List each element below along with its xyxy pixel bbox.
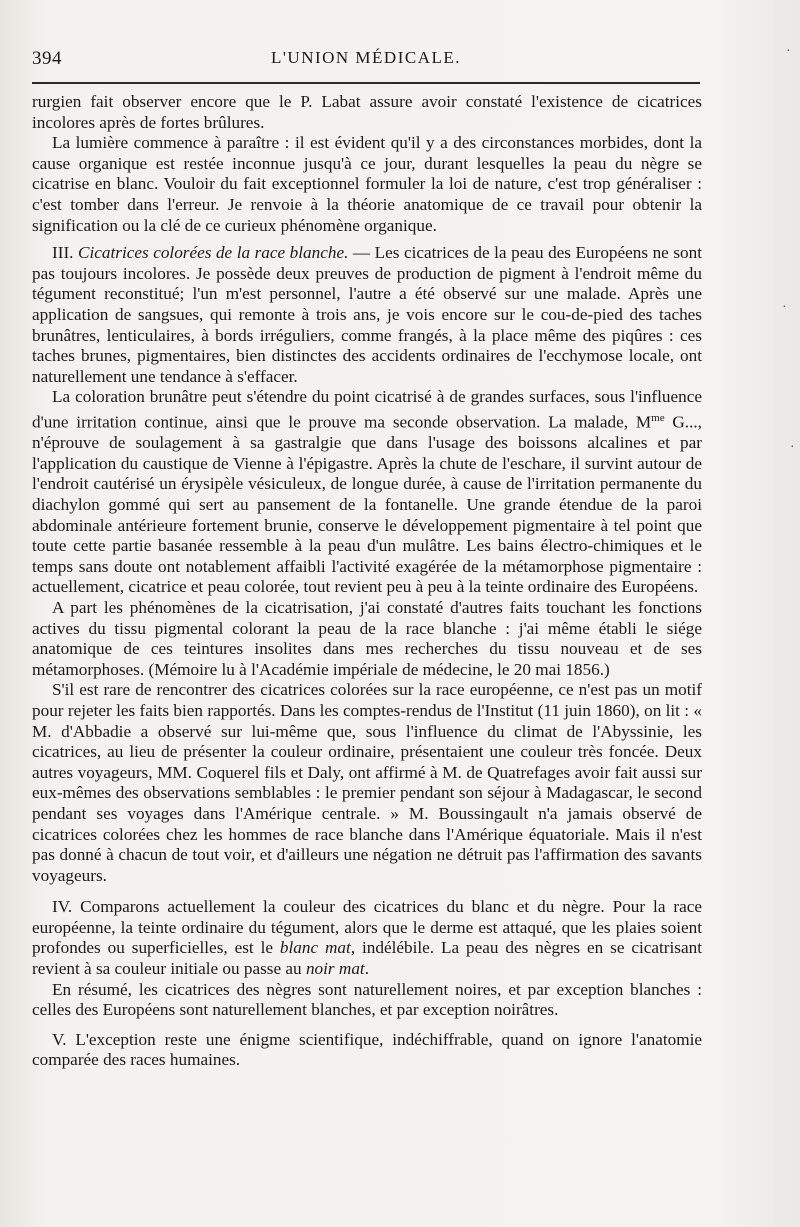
paragraph-text: S'il est rare de rencontrer des cicatrices colorées sur la race européenne, ce n'est pas un motif pour rejeter les faits bien rapportés. Dans les comptes-rendus de l'Institut (11 juin 1860), on lit : « M. d'Abbadie a observé sur lui-même que, sous l'influence du climat de l'Abyssinie, les cicatrices, au lieu de présenter la couleur ordinaire, présentaient une couleur très foncée. Deux autres voyageurs, MM. Coquerel fils et Daly, ont affirmé à M. de Quatrefages avoir fait aussi sur eux-mêmes des observations semblables : le premier pendant son séjour à Madagascar, le second pendant ses voyages dans l'Amérique centrale. » M. Boussingault n'a jamais observé de cicatrices colorées chez les hommes de race blanche dans l'Amérique équatoriale. Mais il n'est pas donné à chacun de tout voir, et d'ailleurs une négation ne détruit pas l'affirmation des savants voyageurs.: [32, 680, 702, 885]
paragraph: [32, 598, 702, 680]
paragraph: [32, 980, 702, 1021]
paragraph-text: A part les phénomènes de la cicatrisation, j'ai constaté d'autres faits touchant les fonctions actives du tissu pigmental colorant la peau de la race blanche : j'ai même établi le siége anatomique de ces teintures insolites dans mes recherches du tissu nouveau et de ses métamorphoses. (Mémoire lu à l'Académie impériale de médecine, le 20 mai 1856.): [32, 597, 702, 679]
margin-dot: ·: [786, 44, 791, 59]
running-title: L'UNION MÉDICALE.: [270, 48, 462, 67]
page-header: [32, 48, 700, 74]
section-paragraph-iii: [32, 243, 702, 387]
paragraph-text: .: [364, 959, 369, 979]
section-heading: Cicatrices colorées de la race blanche.: [78, 243, 349, 263]
header-rule: [32, 82, 700, 84]
paragraph-text: IV. Comparons actuellement la couleur des cicatrices du blanc et du nègre. Pour la race européenne, la teinte ordinaire du tégument, alors que le derme est attaqué, que les plaies soient profondes ou superficielles, est le: [32, 897, 702, 958]
section-paragraph-v: [32, 1030, 702, 1071]
superscript: me: [651, 411, 665, 424]
paragraph-text: — Les cicatrices de la peau des Européens ne sont pas toujours incolores. Je possède deux preuves de production de pigment à l'endroit même du tégument reconstitué; l'un m'est personnel, l'autre a été observé sur une malade. Après une application de sangsues, qui remonte à trois ans, je vois encore sur le cou-de-pied des taches brunâtres, lenticulaires, à bords irréguliers, comme frangés, à la place même des piqûres : ces taches brunes, pigmentaires, bien distinctes des accidents ordinaires de l'ecchymose locale, ont naturellement une tendance à s'effacer.: [32, 243, 702, 386]
paragraph-text: G..., n'éprouve de soulagement à sa gastralgie que dans l'usage des boissons alcalines et par l'application du caustique de Vienne à l'épigastre. Après la chute de l'eschare, il survint autour de l'endroit cautérisé un érysipèle vésiculeux, de longue durée, à cause de l'irritation permanente du diachylon gommé qui sert au pansement de la fontanelle. Une grande étendue de la paroi abdominale antérieure fortement brunie, conserve le développement pigmentaire à tel point que toute cette partie basanée ressemble à la peau d'un mulâtre. Les bains électro-chimiques et le temps sans doute ont notablement affaibli l'activité exagérée de la métamorphose pigmentaire : actuellement, cicatrice et peau colorée, tout revient peu à peu à la teinte ordinaire des Européens.: [32, 412, 702, 597]
page-number: 394: [32, 48, 62, 69]
paragraph: [32, 680, 702, 886]
paragraph-text: La coloration brunâtre peut s'étendre du point cicatrisé à de grandes surfaces, sous l'influence d'une irritation continue, ainsi que le prouve ma seconde observation. La malade, M: [32, 387, 702, 432]
margin-dot: ·: [790, 440, 795, 455]
italic-term: noir mat: [305, 959, 365, 979]
paragraph: [32, 92, 702, 133]
section-number: III.: [52, 243, 74, 263]
section-paragraph-iv: [32, 897, 702, 979]
article-body: [32, 92, 702, 1071]
paragraph-text: La lumière commence à paraître : il est évident qu'il y a des circonstances morbides, dont la cause organique est restée inconnue jusqu'à ce jour, durant lesquelles la peau du nègre se cicatrise en blanc. Vouloir du fait exceptionnel formuler la loi de nature, c'est trop généraliser : c'est tomber dans l'erreur. Je renvoie à la théorie anatomique de ce travail pour obtenir la signification ou la clé de ce curieux phénomène organique.: [32, 133, 702, 235]
paragraph-text: V. L'exception reste une énigme scientifique, indéchiffrable, quand on ignore l'anatomie comparée des races humaines.: [32, 1029, 702, 1070]
margin-marks: [700, 0, 800, 1227]
paragraph-text: rurgien fait observer encore que le P. Labat assure avoir constaté l'existence de cicatrices incolores après de fortes brûlures.: [32, 92, 702, 132]
paragraph-text: , indélébile. La peau des nègres en se cicatrisant revient à sa couleur initiale ou passe au: [32, 938, 702, 979]
paragraph: [32, 387, 702, 598]
paragraph-text: En résumé, les cicatrices des nègres sont naturellement noires, et par exception blanches : celles des Européens sont naturellement blanches, et par exception noirâtres.: [32, 979, 702, 1020]
margin-dot: ·: [782, 300, 787, 315]
paragraph: [32, 133, 702, 236]
italic-term: blanc mat: [279, 938, 351, 958]
